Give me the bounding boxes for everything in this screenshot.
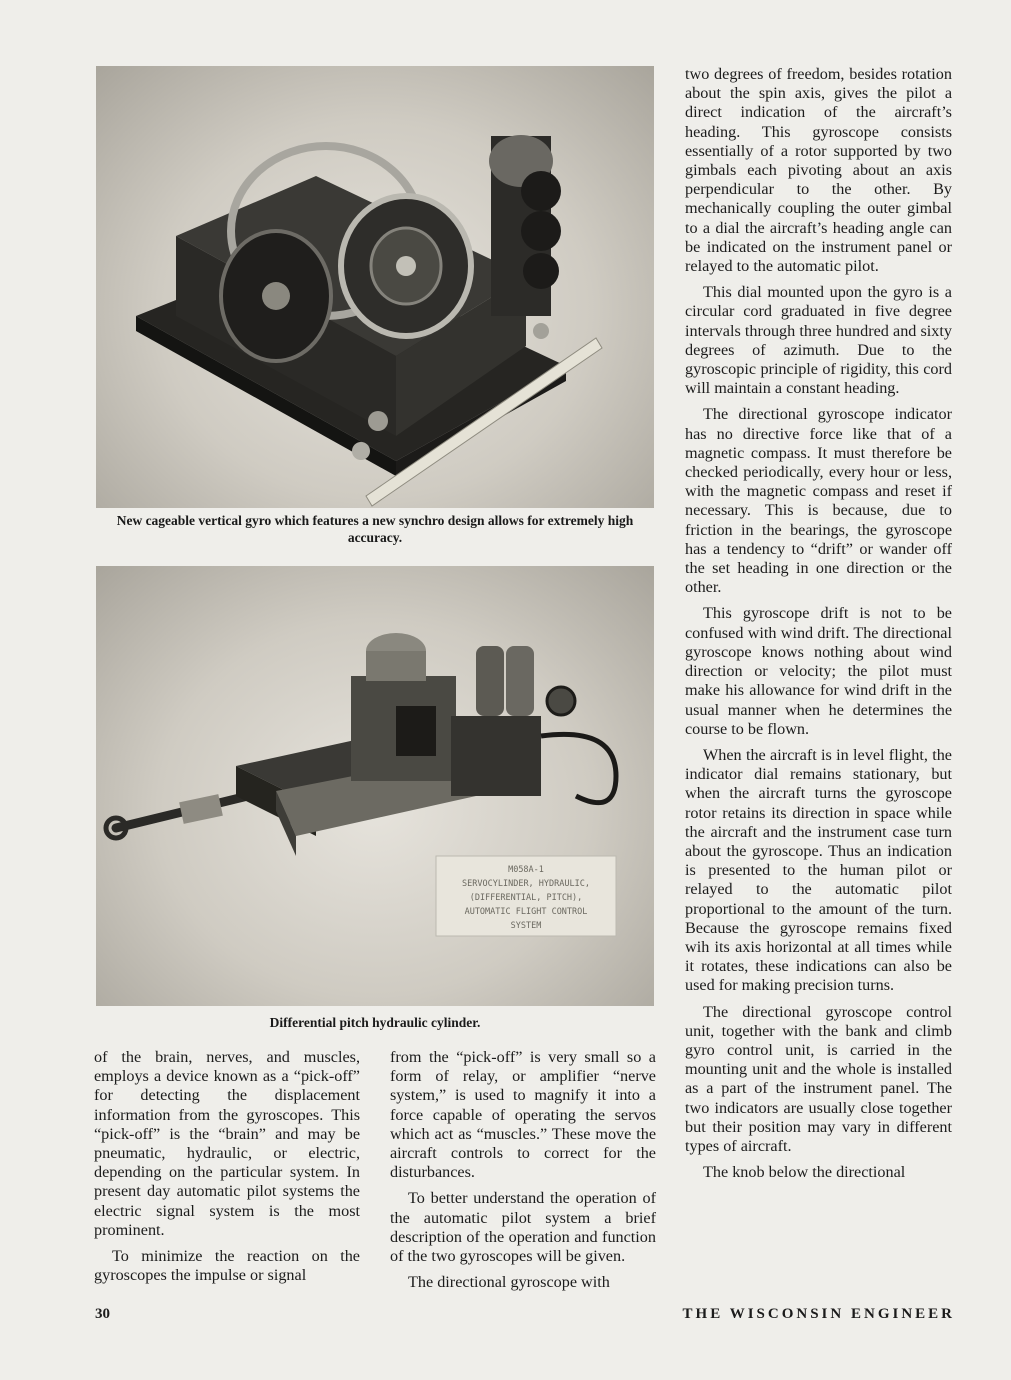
vertical-gyro-caption: New cageable vertical gyro which features a new synchro design allows for extremely high accuracy. <box>116 513 634 545</box>
paragraph: To better understand the operation of the automatic pilot system a brief description of the operation and function of the two gyroscopes will be given. <box>390 1189 656 1266</box>
cylinder-label-line-3: (DIFFERENTIAL, PITCH), <box>469 893 583 903</box>
cylinder-label-line-1: M058A-1 <box>508 865 544 875</box>
cylinder-label-line-5: SYSTEM <box>510 921 542 931</box>
cylinder-label-line-2: SERVOCYLINDER, HYDRAULIC, <box>462 879 590 889</box>
text-column-left <box>94 1048 360 1285</box>
paragraph: The directional gyroscope indicator has no directive force like that of a magnetic compass. It must therefore be checked periodically, every hour or less, with the magnetic compass and reset if necessary. This is because, due to friction in the bearings, the gyroscope has a tendency to “drift” or wander off the set heading in one direction or the other. <box>685 405 952 597</box>
vertical-gyro-illustration <box>96 66 654 508</box>
paragraph: This dial mounted upon the gyro is a circular cord graduated in five degree intervals through three hundred and sixty degrees of azimuth. Due to the gyroscopic principle of rigidity, this cord will maintain a constant heading. <box>685 283 952 398</box>
text-column-right <box>685 65 952 1182</box>
paragraph: The directional gyroscope with <box>408 1273 610 1292</box>
paragraph: To minimize the reaction on the gyroscopes the impulse or signal <box>94 1247 360 1285</box>
hydraulic-cylinder-photo <box>96 566 654 1006</box>
hydraulic-cylinder-caption: Differential pitch hydraulic cylinder. <box>269 1015 481 1030</box>
page-number: 30 <box>95 1306 110 1322</box>
paragraph: This gyroscope drift is not to be confused with wind drift. The directional gyroscope knows nothing about wind direction or velocity; the pilot must make his allowance for wind drift in the usual manner when he determines the course to be flown. <box>685 604 952 738</box>
paragraph: The directional gyroscope control unit, together with the bank and climb gyro control unit, is carried in the mounting unit and the whole is installed as a part of the instrument panel. The two indicators are usually close together but their position may vary in different types of aircraft. <box>685 1002 952 1155</box>
publication-title: THE WISCONSIN ENGINEER <box>682 1306 955 1322</box>
cylinder-label-line-4: AUTOMATIC FLIGHT CONTROL <box>464 907 588 917</box>
hydraulic-cylinder-illustration <box>96 566 654 1006</box>
text-column-middle <box>390 1048 656 1292</box>
paragraph: The knob below the directional <box>703 1163 906 1182</box>
paragraph: of the brain, nerves, and muscles, employs a device known as a “pick-off” for detecting the displacement information from the gyroscopes. This “pick-off” is the “brain” and may be pneumatic, hydraulic, or electric, depending on the particular system. In present day automatic pilot systems the electric signal system is the most prominent. <box>94 1048 360 1239</box>
paragraph: from the “pick-off” is very small so a form of relay, or amplifier “nerve system,” is used to magnify it into a force capable of operating the servos which act as “muscles.” These move the aircraft controls to correct for the disturbances. <box>390 1048 656 1182</box>
paragraph: When the aircraft is in level flight, the indicator dial remains stationary, but when the aircraft turns the gyroscope rotor retains its direction in space while the aircraft and the instrument case turn about the gyroscope. Thus an indication is presented to the human pilot or relayed to the automatic pilot proportional to the amount of the turn. Because the gyroscope remains fixed wih its axis horizontal at all times while it rotates, these indications can also be used for making precision turns. <box>685 745 952 995</box>
vertical-gyro-photo <box>96 66 654 508</box>
paragraph: two degrees of freedom, besides rotation about the spin axis, gives the pilot a direct indication of the aircraft’s heading. This gyroscope consists essentially of a rotor supported by two gimbals each pivoting about an axis perpendicular to the other. By mechanically coupling the outer gimbal to a dial the aircraft’s heading angle can be indicated on the instrument panel or relayed to the automatic pilot. <box>685 65 952 276</box>
